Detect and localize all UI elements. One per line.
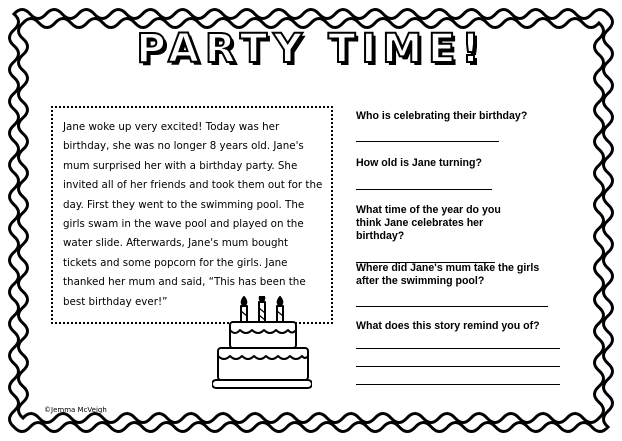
question-block-3	[356, 204, 526, 263]
page-title: PARTY TIME!	[136, 26, 486, 72]
answer-line[interactable]	[356, 306, 548, 307]
answer-line[interactable]	[356, 366, 560, 367]
answer-line[interactable]	[356, 384, 560, 385]
question-block-5	[356, 320, 566, 385]
copyright-text: ©Jemma McVeigh	[44, 406, 107, 414]
question-text: Where did Jane's mum take the girls after the swimming pool?	[356, 262, 540, 287]
question-text: What time of the year do you think Jane celebrates her birthday?	[356, 204, 501, 242]
question-block-2	[356, 157, 566, 190]
question-block-4	[356, 262, 556, 307]
answer-line[interactable]	[356, 189, 492, 190]
question-text: How old is Jane turning?	[356, 157, 482, 169]
question-block-1	[356, 110, 566, 142]
answer-line[interactable]	[356, 141, 499, 142]
birthday-cake-icon	[212, 296, 312, 404]
question-text: Who is celebrating their birthday?	[356, 110, 528, 122]
story-box	[51, 106, 333, 324]
story-text: Jane woke up very excited! Today was her birthday, she was no longer 8 years old. Jane's mum surprised her with a birthday party. She invited all of her friends and took them out for the day. First they went to the swimming pool. The girls swam in the wave pool and played on the water slide. Afterwards, Jane's mum bought tickets and some popcorn for the girls. Jane thanked her mum and said, “This has been the best birthday ever!”	[63, 121, 323, 308]
question-text: What does this story remind you of?	[356, 320, 540, 332]
answer-line[interactable]	[356, 348, 560, 349]
